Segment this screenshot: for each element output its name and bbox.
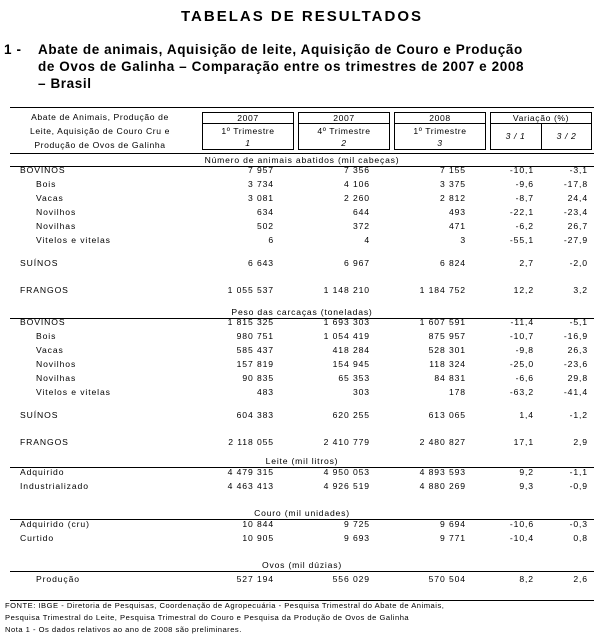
- table-cell: 9 693: [343, 533, 370, 543]
- section-title: Leite (mil litros): [10, 455, 594, 468]
- table-cell: 2,7: [519, 258, 534, 268]
- table-cell: 493: [448, 207, 466, 217]
- table-cell: 418 284: [332, 345, 370, 355]
- table-cell: 9 771: [439, 533, 466, 543]
- page-title: TABELAS DE RESULTADOS: [180, 8, 423, 25]
- table-cell: 1 184 752: [419, 285, 466, 295]
- source-line-3: Nota 1 - Os dados relativos ao ano de 2008 são preliminares.: [5, 625, 242, 634]
- table-cell: -17,8: [563, 179, 588, 189]
- header-col2-index: 2: [341, 138, 347, 148]
- section-title: Peso das carcaças (toneladas): [10, 306, 594, 319]
- table-cell: -11,4: [510, 317, 534, 327]
- header-col3-index: 3: [437, 138, 443, 148]
- table-cell: 9,2: [519, 467, 534, 477]
- table-cell: 6 643: [247, 258, 274, 268]
- table-cell: 1 693 303: [323, 317, 370, 327]
- table-cell: -6,6: [515, 373, 534, 383]
- table-cell: -22,1: [509, 207, 534, 217]
- table-cell: -16,9: [563, 331, 588, 341]
- table-cell: 118 324: [429, 359, 466, 369]
- table-cell: 9 694: [439, 519, 466, 529]
- header-var1: 3 / 1: [505, 131, 526, 141]
- table-cell: 3,2: [573, 285, 588, 295]
- row-label: Novilhas: [36, 373, 77, 383]
- table-cell: 3 734: [247, 179, 274, 189]
- row-label: Vacas: [36, 345, 64, 355]
- header-row-label-2: Leite, Aquisição de Couro Cru e: [30, 126, 170, 136]
- subtitle-line-1: Abate de animais, Aquisição de leite, Aquisição de Couro e Produção: [38, 42, 523, 57]
- row-label: Novilhas: [36, 221, 77, 231]
- table-cell: -2,0: [569, 258, 588, 268]
- table-cell: 4 479 315: [227, 467, 274, 477]
- section-title: Ovos (mil dúzias): [10, 559, 594, 572]
- table-cell: 1,4: [519, 410, 534, 420]
- table-cell: 8,2: [519, 574, 534, 584]
- table-cell: 10 844: [242, 519, 274, 529]
- table-cell: 556 029: [332, 574, 370, 584]
- table-cell: 4 893 593: [419, 467, 466, 477]
- row-label: SUÍNOS: [20, 258, 59, 268]
- table-cell: 303: [352, 387, 370, 397]
- table-cell: 1 815 325: [227, 317, 274, 327]
- header-row-label-1: Abate de Animais, Produção de: [31, 112, 169, 122]
- table-cell: 24,4: [567, 193, 588, 203]
- table-cell: 3 375: [439, 179, 466, 189]
- table-cell: 6: [268, 235, 274, 245]
- table-cell: 570 504: [428, 574, 466, 584]
- table-cell: 2 260: [343, 193, 370, 203]
- header-col1-period: 1º Trimestre: [221, 126, 275, 136]
- row-label: Bois: [36, 331, 57, 341]
- row-label: Produção: [36, 574, 80, 584]
- table-cell: 0,8: [573, 533, 588, 543]
- table-subtitle: [4, 41, 600, 92]
- subtitle-number: 1 -: [4, 42, 22, 57]
- table-cell: -41,4: [563, 387, 588, 397]
- table-cell: 6 824: [439, 258, 466, 268]
- row-label: FRANGOS: [20, 437, 69, 447]
- table-cell: 3 081: [247, 193, 274, 203]
- table-cell: 2 118 055: [228, 437, 274, 447]
- header-col1-index: 1: [245, 138, 251, 148]
- table-cell: 4 926 519: [323, 481, 370, 491]
- row-label: Novilhos: [36, 207, 77, 217]
- table-cell: 29,8: [567, 373, 588, 383]
- table-cell: 980 751: [236, 331, 274, 341]
- table-cell: 2 812: [439, 193, 466, 203]
- table-cell: 527 194: [236, 574, 274, 584]
- table-cell: 875 957: [428, 331, 466, 341]
- table-cell: 9,3: [519, 481, 534, 491]
- source-line-2: Pesquisa Trimestral do Leite, Pesquisa Trimestral do Couro e Pesquisa da Produção de Ovos de Galinha: [5, 613, 410, 622]
- table-cell: 644: [352, 207, 370, 217]
- source-note: [5, 600, 444, 636]
- section-title: Couro (mil unidades): [10, 507, 594, 520]
- table-cell: 6 967: [343, 258, 370, 268]
- row-label: Adquirido (cru): [20, 519, 90, 529]
- table-cell: -25,0: [509, 359, 534, 369]
- table-cell: -5,1: [569, 317, 588, 327]
- table-cell: -3,1: [569, 165, 588, 175]
- table-cell: -1,2: [569, 410, 588, 420]
- table-cell: 9 725: [343, 519, 370, 529]
- table-cell: 2,9: [573, 437, 588, 447]
- table-cell: -0,9: [569, 481, 588, 491]
- table-cell: 90 835: [242, 373, 274, 383]
- table-cell: -63,2: [509, 387, 534, 397]
- table-cell: 2 410 779: [323, 437, 370, 447]
- row-label: Vitelos e vitelas: [36, 387, 111, 397]
- table-cell: 4 463 413: [227, 481, 274, 491]
- table-cell: -10,7: [509, 331, 534, 341]
- table-cell: 1 055 537: [227, 285, 274, 295]
- table-cell: 1 054 419: [323, 331, 370, 341]
- table-cell: 471: [448, 221, 466, 231]
- table-cell: 1 607 591: [419, 317, 466, 327]
- table-cell: 483: [256, 387, 274, 397]
- row-label: Vacas: [36, 193, 64, 203]
- table-cell: 17,1: [513, 437, 534, 447]
- table-cell: -0,3: [569, 519, 588, 529]
- subtitle-line-3: – Brasil: [38, 76, 92, 91]
- table-cell: 502: [256, 221, 274, 231]
- table-cell: 157 819: [236, 359, 274, 369]
- table-cell: 2 480 827: [419, 437, 466, 447]
- table-cell: 7 356: [343, 165, 370, 175]
- table-cell: 154 945: [332, 359, 370, 369]
- table-cell: 634: [256, 207, 274, 217]
- subtitle-line-2: de Ovos de Galinha – Comparação entre os trimestres de 2007 e 2008: [38, 59, 525, 74]
- table-cell: 2,6: [573, 574, 588, 584]
- table-cell: 613 065: [428, 410, 466, 420]
- row-label: SUÍNOS: [20, 410, 59, 420]
- table-cell: -1,1: [569, 467, 588, 477]
- row-label: FRANGOS: [20, 285, 69, 295]
- table-cell: -10,6: [509, 519, 534, 529]
- row-label: Industrializado: [20, 481, 89, 491]
- header-col1-year: 2007: [237, 113, 259, 123]
- table-cell: -23,6: [563, 359, 588, 369]
- source-line-1: FONTE: IBGE - Diretoria de Pesquisas, Coordenação de Agropecuária - Pesquisa Trimestral do Abate de Animais,: [5, 601, 445, 610]
- table-cell: -6,2: [515, 221, 534, 231]
- table-cell: 65 353: [338, 373, 370, 383]
- row-label: BOVINOS: [20, 317, 66, 327]
- table-cell: -55,1: [509, 235, 534, 245]
- table-cell: 528 301: [428, 345, 466, 355]
- row-label: Novilhos: [36, 359, 77, 369]
- table-cell: 4 106: [343, 179, 370, 189]
- table-cell: -10,4: [509, 533, 534, 543]
- table-cell: 4 880 269: [419, 481, 466, 491]
- table-cell: 4 950 053: [323, 467, 370, 477]
- section-title: Número de animais abatidos (mil cabeças): [10, 154, 594, 167]
- table-cell: 26,3: [567, 345, 588, 355]
- table-cell: -9,6: [515, 179, 534, 189]
- header-row-label-3: Produção de Ovos de Galinha: [34, 140, 166, 150]
- row-label: Adquirido: [20, 467, 65, 477]
- row-label: Vitelos e vitelas: [36, 235, 111, 245]
- table-cell: -8,7: [515, 193, 534, 203]
- header-col2-year: 2007: [333, 113, 355, 123]
- table-cell: 12,2: [513, 285, 534, 295]
- table-cell: 3: [460, 235, 466, 245]
- table-cell: 178: [448, 387, 466, 397]
- table-cell: 4: [364, 235, 370, 245]
- table-cell: 604 383: [236, 410, 274, 420]
- row-label: Curtido: [20, 533, 55, 543]
- table-cell: -23,4: [563, 207, 588, 217]
- table-cell: 7 155: [439, 165, 466, 175]
- header-variation: Variação (%): [512, 113, 570, 123]
- table-cell: 26,7: [567, 221, 588, 231]
- header-col3-period: 1º Trimestre: [413, 126, 467, 136]
- table-cell: 7 957: [247, 165, 274, 175]
- row-label: Bois: [36, 179, 57, 189]
- table-cell: 585 437: [236, 345, 274, 355]
- header-col2-period: 4º Trimestre: [317, 126, 371, 136]
- table-cell: 84 831: [434, 373, 466, 383]
- row-label: BOVINOS: [20, 165, 66, 175]
- table-cell: 620 255: [332, 410, 370, 420]
- results-table: [10, 107, 594, 601]
- table-cell: 1 148 210: [323, 285, 370, 295]
- table-cell: 372: [352, 221, 370, 231]
- table-cell: -10,1: [509, 165, 534, 175]
- table-cell: -27,9: [563, 235, 588, 245]
- header-col3-year: 2008: [429, 113, 451, 123]
- table-cell: 10 905: [242, 533, 274, 543]
- header-var2: 3 / 2: [556, 131, 577, 141]
- table-cell: -9,8: [515, 345, 534, 355]
